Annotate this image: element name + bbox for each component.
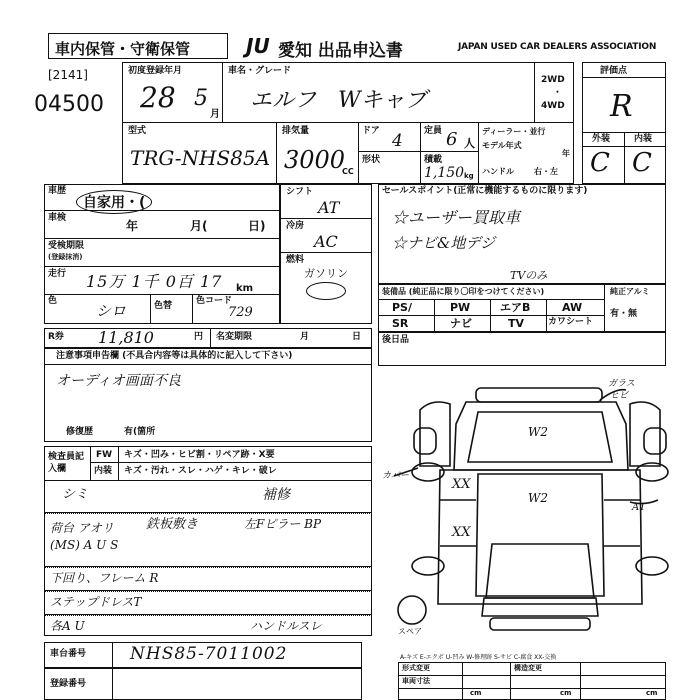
- interior-grade: C: [632, 148, 652, 178]
- tax-day: 日: [352, 332, 362, 342]
- color-code-value: 729: [228, 305, 253, 320]
- exterior-label: 外装: [592, 134, 611, 144]
- fuel-label: 燃料: [286, 255, 305, 265]
- mileage-unit: km: [236, 283, 254, 294]
- capacity-value: 6: [446, 129, 458, 150]
- repair-label: 修復歴: [66, 427, 94, 437]
- capacity-unit: 人: [464, 137, 475, 150]
- chassis-value: NHS85-7011002: [130, 644, 288, 664]
- dim-c: 車両寸法: [402, 677, 430, 685]
- inspector-fw: FW: [96, 450, 113, 460]
- inspector-entry-6: 下回り、フレーム R: [50, 571, 159, 585]
- plate-row: [44, 668, 362, 700]
- usage-value: 自家用・(: [76, 190, 152, 214]
- registration-year: 28: [140, 81, 176, 114]
- fuel-value: ガソリン: [304, 267, 348, 280]
- registration-month: 5: [194, 86, 208, 111]
- remarks-label: 後日品: [382, 335, 410, 345]
- dim-b: 構造変更: [514, 664, 542, 672]
- form-title: 愛知 出品申込書: [278, 41, 403, 61]
- repair-value: 有(箇所: [124, 427, 156, 437]
- equipment-label: 装備品 (純正品に限り〇印をつけてください): [382, 287, 545, 296]
- color-change-label: 色替: [154, 301, 173, 311]
- color-code-label: 色コード: [196, 296, 233, 306]
- equip-pw: PW: [450, 301, 471, 314]
- lot-number: 04500: [34, 92, 104, 117]
- chassis-label: 車台番号: [50, 649, 87, 659]
- drive-2wd: 2WD: [541, 75, 565, 85]
- color-value: シロ: [96, 302, 127, 320]
- damage-legend: A-キズ E-エクボ U-凹み W-修理跡 S-サビ C-腐食 XX-交換: [400, 654, 557, 661]
- load-value: 1,150: [424, 165, 465, 181]
- sales-point-line-1: ☆ユーザー買取車: [392, 208, 521, 227]
- displacement-value: 3000: [284, 146, 346, 174]
- inspector-entry-4: 鉄板敷き: [146, 517, 199, 532]
- inspector-entry-8: 各A U: [50, 619, 85, 633]
- model-value: エルフ Wキャブ: [250, 88, 427, 113]
- association-name: JAPAN USED CAR DEALERS ASSOCIATION: [458, 42, 657, 52]
- load-unit: kg: [464, 172, 474, 180]
- recycle-label: R券: [48, 332, 64, 342]
- dealer-model-year: モデル年式: [482, 141, 522, 150]
- storage-stamp: 車内保管・守衛保管: [55, 40, 191, 58]
- drive-4wd: 4WD: [541, 101, 565, 111]
- inspection-year: 年: [126, 219, 139, 233]
- registration-month-unit: 月: [210, 109, 220, 120]
- inspector-entry-1: シミ: [62, 487, 89, 502]
- recycle-unit: 円: [194, 332, 204, 342]
- acceptance-label: 受検期限: [48, 241, 85, 251]
- equip-tv: TV: [508, 317, 525, 330]
- sales-point-line-2: ☆ナビ&地デジ: [392, 234, 496, 252]
- notes-label: 注意事項申告欄 (不具合内容等は具体的に記入して下さい): [56, 351, 293, 361]
- tax-month: 月: [300, 332, 310, 342]
- equip-seat: カワシート: [548, 317, 594, 327]
- type-label: 型式: [128, 126, 147, 136]
- displacement-unit: CC: [342, 167, 354, 176]
- type-value: TRG-NHS85A: [130, 146, 271, 170]
- inspector-label: 検査員記入欄: [48, 452, 85, 474]
- shift-value: AT: [318, 198, 340, 217]
- equipment-extra: TVのみ: [510, 269, 548, 282]
- damage-mark-bed: W2: [528, 491, 548, 505]
- color-label: 色: [48, 296, 58, 306]
- inspector-fw-text: キズ・凹み・ヒビ割・リペア跡・X要: [124, 450, 275, 460]
- shape-label: 形状: [362, 155, 381, 165]
- handle-label: ハンドル: [482, 167, 514, 176]
- inspection-label: 車検: [48, 213, 67, 223]
- inspector-entry-3: 荷台 アオリ(MS) A U S: [50, 521, 119, 552]
- plate-label: 登録番号: [50, 679, 87, 689]
- capacity-label: 定員: [424, 126, 443, 136]
- equip-sr: SR: [392, 317, 409, 330]
- inspector-entry-2: 補修: [262, 487, 290, 503]
- handle-options: 右・左: [534, 167, 558, 176]
- dim-unit-3: cm: [646, 689, 658, 697]
- notes-box: [44, 348, 372, 442]
- cooling-label: 冷房: [286, 221, 305, 231]
- damage-note-glass: ガラス: [608, 379, 635, 389]
- ju-logo: JU: [246, 34, 270, 58]
- equipment-side-label: 純正アルミ: [610, 287, 650, 296]
- notes-entry: オーディオ画面不良: [56, 373, 181, 389]
- dim-unit-1: cm: [470, 689, 482, 697]
- exterior-grade: C: [590, 148, 610, 178]
- displacement-label: 排気量: [282, 126, 310, 136]
- damage-mark-left-rear: XX: [452, 525, 471, 540]
- damage-note-crack: ヒビ: [610, 391, 629, 401]
- load-label: 積載: [424, 155, 443, 165]
- equip-ps: PS/: [392, 301, 413, 314]
- recycle-value: 11,810: [98, 328, 154, 347]
- doors-label: ドア: [362, 126, 380, 136]
- evaluation-score: R: [610, 89, 633, 124]
- equip-aw: AW: [562, 301, 583, 314]
- spare-label: スペア: [398, 627, 422, 636]
- doors-value: 4: [392, 131, 403, 151]
- sales-point-label: セールスポイント(正常に機能するものに限ります): [382, 186, 588, 196]
- damage-note-cover: カバー: [382, 471, 410, 481]
- mileage-value: 15万 1千 0百 17: [86, 272, 223, 291]
- model-label: 車名・グレード: [228, 66, 292, 76]
- dim-a: 形式変更: [402, 664, 430, 672]
- evaluation-label: 評価点: [600, 66, 628, 76]
- damage-mark-roof: W2: [528, 425, 548, 439]
- interior-label: 内装: [634, 134, 653, 144]
- equip-navi: ナビ: [450, 317, 472, 330]
- inspector-entry-7: ステップドレスT: [50, 595, 142, 609]
- dealer-label: ディーラー・並行: [482, 127, 546, 136]
- tax-label: 名変期限: [216, 332, 253, 342]
- inspector-entry-5: 左Fピラー BP: [244, 517, 322, 531]
- lot-code: [2141]: [48, 68, 88, 82]
- fuel-circle: [306, 282, 346, 300]
- cooling-value: AC: [314, 232, 338, 251]
- damage-mark-left-front: XX: [452, 477, 471, 492]
- shift-label: シフト: [286, 187, 314, 197]
- recycle-row: [44, 328, 372, 348]
- dealer-year-unit: 年: [562, 149, 570, 158]
- inspector-interior-text: キズ・汚れ・スレ・ハゲ・キレ・破レ: [124, 466, 277, 476]
- inspection-month: 月(: [190, 219, 208, 233]
- equipment-options: 有・無: [610, 309, 638, 319]
- inspection-day: 日): [248, 219, 266, 233]
- usage-label: 車歴: [48, 186, 67, 196]
- inspector-interior: 内装: [94, 466, 113, 476]
- storage-stamp-box: [48, 33, 228, 59]
- dim-unit-2: cm: [560, 689, 572, 697]
- registration-label: 初度登録年月: [128, 66, 183, 76]
- damage-note-a1: A1: [632, 502, 646, 513]
- inspector-entry-9: ハンドルスレ: [250, 619, 322, 633]
- remarks-box: [378, 332, 666, 366]
- equip-airbag: エアB: [500, 301, 531, 314]
- car-damage-diagram: [380, 370, 670, 640]
- acceptance-sub: (登録抹消): [48, 253, 83, 261]
- mileage-label: 走行: [48, 269, 67, 279]
